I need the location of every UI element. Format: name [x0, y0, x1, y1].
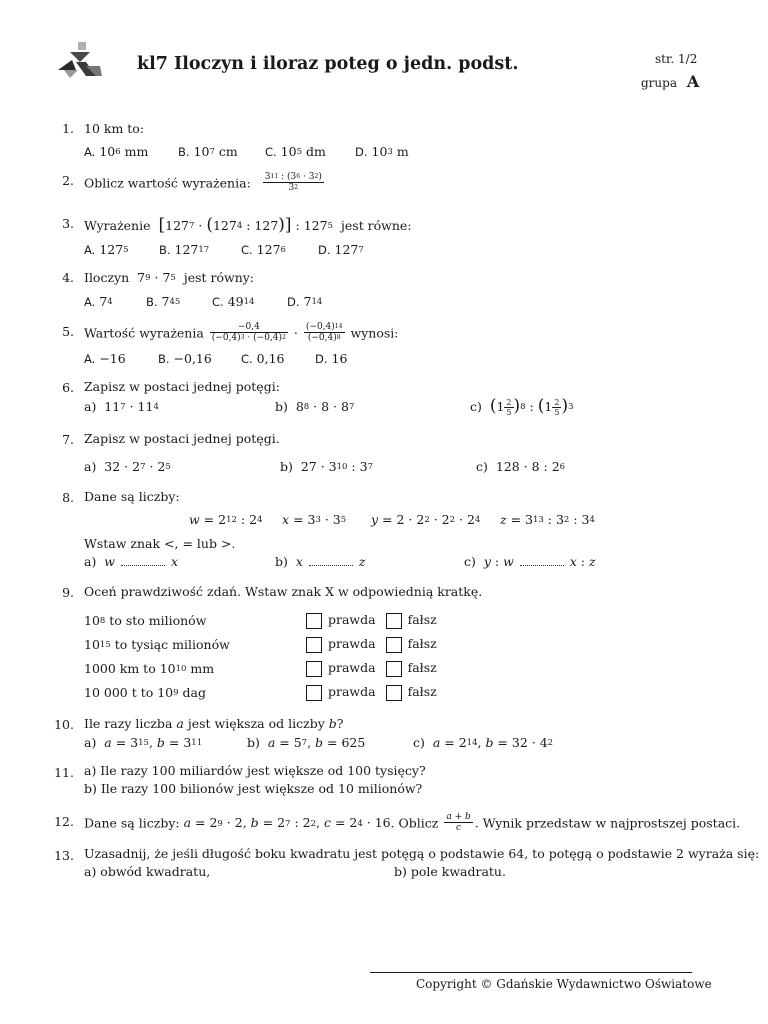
task-1-option-d: D. $10^3$ m	[355, 144, 409, 159]
truth-row-2: prawda fałsz	[306, 636, 437, 653]
true-checkbox[interactable]	[306, 661, 322, 677]
task-13-a: a) obwód kwadratu,	[84, 864, 211, 879]
task-number: 11.	[54, 765, 74, 780]
group-value: A	[686, 72, 700, 91]
task-number: 8.	[62, 490, 74, 505]
task-3-option-b: B. $127^{17}$	[159, 242, 210, 257]
task-number: 1.	[62, 121, 74, 136]
page-title: kl7 Iloczyn i iloraz poteg o jedn. podst.	[137, 54, 519, 74]
group-label: grupa	[641, 76, 677, 90]
statement-3: 1000 km to $10^{10}$ mm	[84, 661, 215, 676]
task-3-question: Wyrażenie [$127^7 \cdot (127^4$ : 127)] : $127^5$ jest równe:	[84, 215, 412, 235]
task-6-a: a) $11^7 \cdot 11^4$	[84, 399, 159, 414]
task-5-option-c: C. 0,16	[241, 351, 285, 366]
task-8-w: $w = 2^{12}$ : $2^4$	[189, 512, 263, 527]
task-12-question: Dane są liczby: $a = 2^9 \cdot 2$, $b = 2^7$ : $2^2$, $c = 2^4 \cdot 16$. Oblicz $\frac{a + b}{c}$ . Wynik przedstaw w najprostszej postaci.	[84, 812, 741, 834]
group-indicator	[641, 72, 699, 91]
task-13-b: b) pole kwadratu.	[394, 864, 506, 879]
true-checkbox[interactable]	[306, 613, 322, 629]
task-6-c: c) (1 $\frac{2}{5}$ )$^8$ : (1 $\frac{2}{5}$ )$^3$	[470, 396, 574, 417]
task-7-question: Zapisz w postaci jednej potęgi.	[84, 431, 280, 446]
answer-blank[interactable]	[121, 557, 165, 566]
task-number: 9.	[62, 585, 74, 600]
task-5-option-a: A. −16	[84, 351, 126, 366]
task-10-b: b) $a = 5^7$, b = 625	[247, 735, 366, 750]
false-checkbox[interactable]	[386, 613, 402, 629]
task-8-z: $z = 3^{13}$ : $3^2$ : $3^4$	[500, 512, 595, 527]
false-checkbox[interactable]	[386, 685, 402, 701]
task-11-a: a) Ile razy 100 miliardów jest większe od 100 tysięcy?	[84, 763, 426, 778]
task-10-a: a) $a = 3^{15}$, $b = 3^{11}$	[84, 735, 203, 750]
task-number: 2.	[62, 173, 74, 188]
answer-blank[interactable]	[520, 557, 564, 566]
task-8-b: b) x z	[275, 554, 366, 569]
task-number: 12.	[54, 814, 74, 829]
task-9-question: Oceń prawdziwość zdań. Wstaw znak X w odpowiednią kratkę.	[84, 584, 483, 599]
footer-rule	[370, 972, 692, 973]
statement-4: 10 000 t to $10^9$ dag	[84, 685, 206, 700]
task-number: 13.	[54, 848, 74, 863]
task-8-c: c) y : w x : z	[464, 554, 596, 569]
task-4-option-d: D. $7^{14}$	[287, 294, 323, 309]
false-checkbox[interactable]	[386, 637, 402, 653]
task-1-option-a: A. $10^6$ mm	[84, 144, 149, 159]
task-8-question: Dane są liczby:	[84, 489, 180, 504]
publisher-logo	[56, 40, 104, 82]
task-4-option-a: A. $7^4$	[84, 294, 113, 309]
task-number: 4.	[62, 270, 74, 285]
true-checkbox[interactable]	[306, 637, 322, 653]
task-8-instruction: Wstaw znak <, = lub >.	[84, 536, 236, 551]
task-8-a: a) w x	[84, 554, 179, 569]
task-4-option-b: B. $7^{45}$	[146, 294, 181, 309]
true-checkbox[interactable]	[306, 685, 322, 701]
task-2-question: Oblicz wartość wyrażenia: $\frac{3^{11} : (3^6 \cdot 3^2)}{3^2}$	[84, 172, 322, 194]
statement-1: $10^8$ to sto milionów	[84, 613, 207, 628]
false-checkbox[interactable]	[386, 661, 402, 677]
task-3-option-c: C. $127^6$	[241, 242, 286, 257]
task-8-y: $y = 2 \cdot 2^2 \cdot 2^2 \cdot 2^4$	[371, 512, 481, 527]
task-1-question: 10 km to:	[84, 121, 145, 136]
task-4-option-c: C. $49^{14}$	[212, 294, 255, 309]
task-1-option-c: C. $10^5$ dm	[265, 144, 326, 159]
task-3-option-a: A. $127^5$	[84, 242, 129, 257]
task-number: 5.	[62, 324, 74, 339]
task-10-c: c) $a = 2^{14}$, $b = 32 \cdot 4^2$	[413, 735, 554, 750]
task-7-a: a) $32 \cdot 2^7 \cdot 2^5$	[84, 459, 171, 474]
page-number: str. 1/2	[655, 52, 698, 66]
task-number: 10.	[54, 717, 74, 732]
task-5-question: Wartość wyrażenia $\frac{-0,4}{(-0,4)^3 \cdot (-0,4)^2}$ · $\frac{(-0,4)^{14}}{(-0,4)^8}$ wynosi:	[84, 322, 399, 344]
truth-row-3: prawda fałsz	[306, 660, 437, 677]
task-3-option-d: D. $127^7$	[318, 242, 364, 257]
task-7-c: c) 128 · 8 : $2^6$	[476, 459, 566, 474]
task-10-question: Ile razy liczba a jest większa od liczby b?	[84, 716, 344, 731]
task-number: 3.	[62, 216, 74, 231]
task-number: 6.	[62, 380, 74, 395]
task-5-option-b: B. −0,16	[158, 351, 212, 366]
task-7-b: b) $27 \cdot 3^{10}$ : $3^7$	[280, 459, 373, 474]
task-6-b: b) $8^8 \cdot 8 \cdot 8^7$	[275, 399, 355, 414]
task-1-option-b: B. $10^7$ cm	[178, 144, 238, 159]
task-4-question: Iloczyn $7^9 \cdot 7^5$ jest równy:	[84, 270, 255, 285]
task-11-b: b) Ile razy 100 bilionów jest większe od 10 milionów?	[84, 781, 423, 796]
task-number: 7.	[62, 432, 74, 447]
task-5-option-d: D. 16	[315, 351, 348, 366]
statement-2: $10^{15}$ to tysiąc milionów	[84, 637, 230, 652]
copyright: Copyright © Gdańskie Wydawnictwo Oświatowe	[416, 977, 712, 991]
task-13-question: Uzasadnij, że jeśli długość boku kwadratu jest potęgą o podstawie 64, to potęgą o podstawie 2 wyraża się:	[84, 846, 760, 861]
answer-blank[interactable]	[309, 557, 353, 566]
truth-row-1: prawda fałsz	[306, 612, 437, 629]
truth-row-4: prawda fałsz	[306, 684, 437, 701]
task-8-x: $x = 3^3 \cdot 3^5$	[282, 512, 347, 527]
task-6-question: Zapisz w postaci jednej potęgi:	[84, 379, 280, 394]
